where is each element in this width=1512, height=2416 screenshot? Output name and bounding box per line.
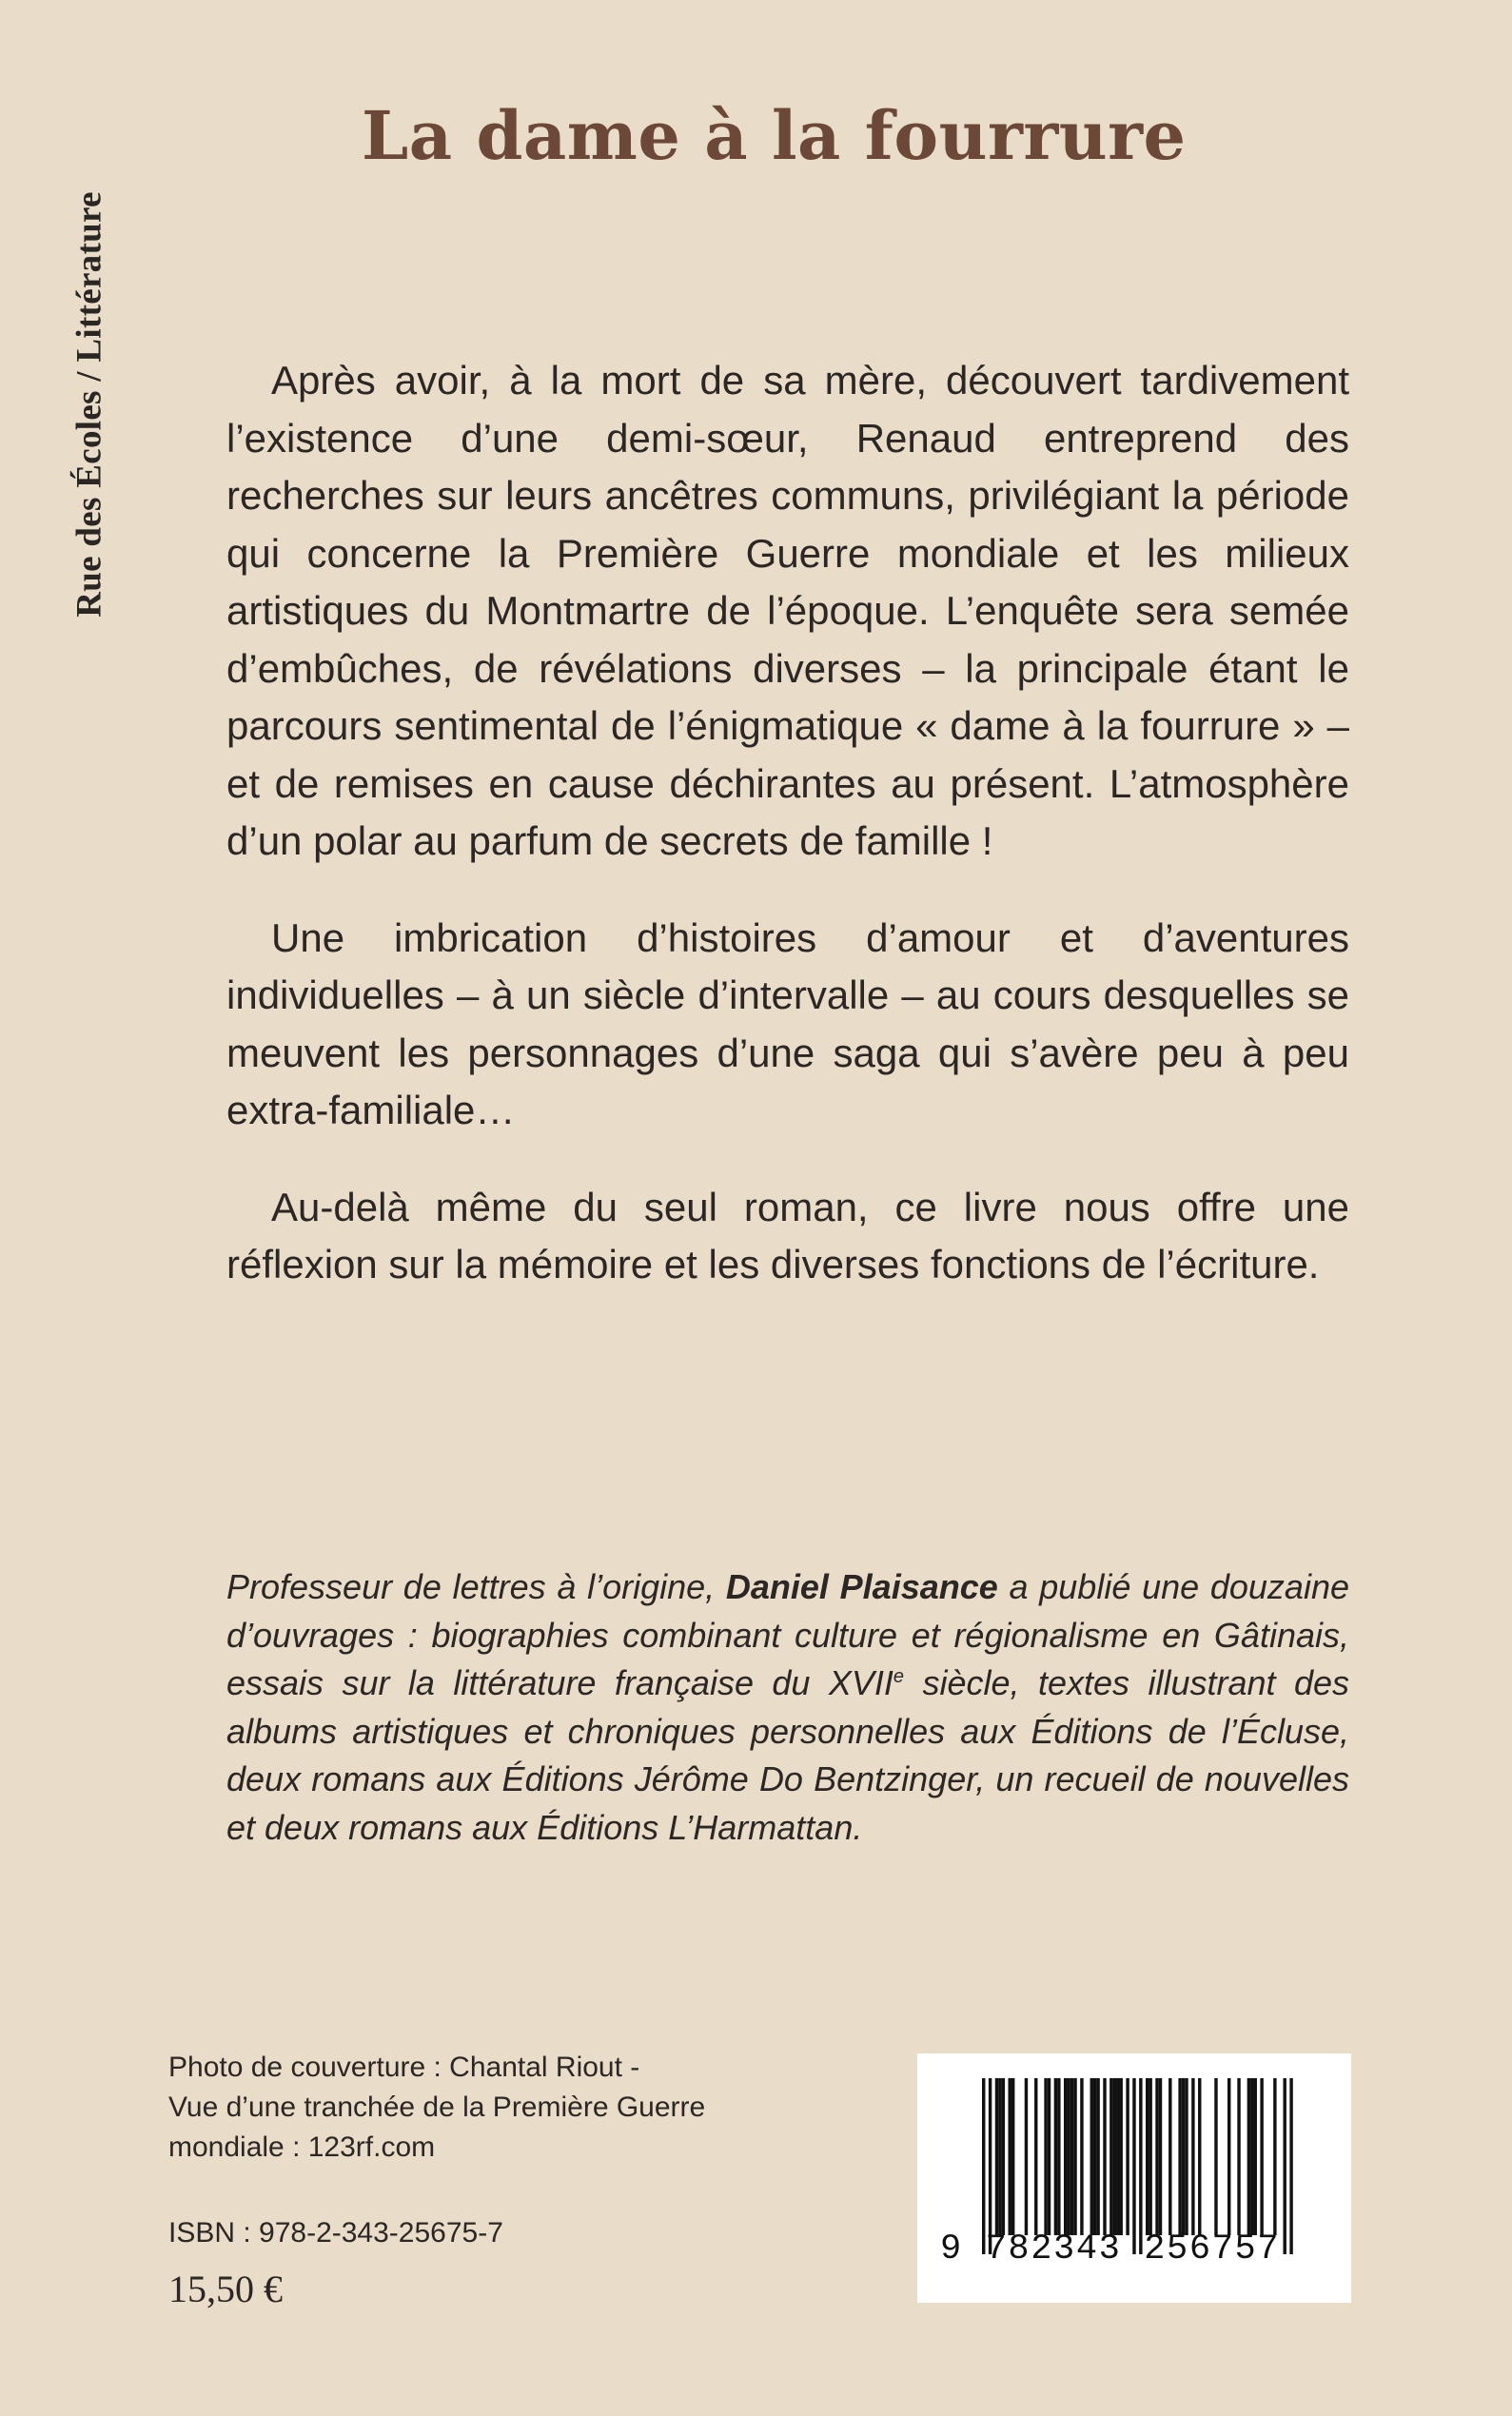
barcode-bar: [1073, 2078, 1076, 2235]
barcode-guard-bar: [1132, 2078, 1135, 2254]
barcode-bar: [1191, 2078, 1194, 2235]
barcode-bar: [1009, 2078, 1011, 2235]
isbn: ISBN : 978-2-343-25675-7: [168, 2217, 503, 2249]
barcode-guard-bar: [1289, 2078, 1292, 2254]
barcode-bar: [1119, 2078, 1122, 2235]
spine-series-text: Rue des Écoles / Littérature: [69, 191, 109, 618]
barcode-bar: [1126, 2078, 1129, 2235]
barcode: [917, 2053, 1351, 2303]
barcode-bar: [1044, 2078, 1047, 2235]
barcode-bar: [1103, 2078, 1106, 2235]
photo-credit: [168, 2048, 796, 2168]
barcode-bar: [1260, 2078, 1263, 2235]
barcode-digits: 9 782343 256757: [940, 2229, 1281, 2269]
photo-credit-line-1: Photo de couverture : Chantal Riout -: [168, 2052, 640, 2083]
barcode-bar: [1159, 2078, 1162, 2235]
barcode-bar: [1155, 2078, 1158, 2235]
blurb-paragraph-1: Après avoir, à la mort de sa mère, découvert tardivement l’existence d’une demi-sœur, Renaud entreprend des recherches sur leurs ancêtres communs, privilégiant la période qui concerne la Première Guerre mondiale et les milieux artistiques du Montmartre de l’époque. L’enquête sera semée d’embûches, de révélations diverses – la principale étant le parcours sentimental de l’énigmatique « dame à la fourrure » – et de remises en cause déchirantes au présent. L’atmosphère d’un polar au parfum de secrets de famille !: [226, 358, 1349, 863]
barcode-bar: [1093, 2078, 1096, 2235]
barcode-bar: [1116, 2078, 1119, 2235]
blurb: [226, 352, 1349, 1333]
barcode-bar: [1090, 2078, 1093, 2235]
barcode-bar: [1182, 2078, 1185, 2235]
bio-text-part-1: a publié une douzaine d’ouvrages : biographies combinant culture et régionalisme en Gâtinais, essais sur la littérature française du XVII: [226, 1567, 1349, 1702]
barcode-bar: [1273, 2078, 1276, 2235]
barcode-bar: [1054, 2078, 1057, 2235]
barcode-guard-bar: [989, 2078, 992, 2254]
bio-text-part-2: siècle, textes illustrant des albums artistiques et chroniques personnelles aux Éditions de l’Écluse, deux romans aux Éditions Jérôme Do Bentzinger, un recueil de nouvelles et deux romans aux Éditions L’Harmattan.: [226, 1663, 1349, 1847]
author-bio: [226, 1563, 1349, 1852]
century-superscript: e: [893, 1666, 905, 1687]
blurb-paragraph-2: Une imbrication d’histoires d’amour et d’aventures individuelles – à un siècle d’intervalle – au cours desquelles se meuvent les personnages d’une saga qui s’avère peu à peu extra-familiale…: [226, 914, 1349, 1132]
barcode-guard-bar: [982, 2078, 985, 2254]
barcode-bar: [1185, 2078, 1188, 2235]
barcode-bar: [1198, 2078, 1201, 2235]
barcode-bar: [1247, 2078, 1250, 2235]
barcode-bar: [1011, 2078, 1014, 2235]
book-title: La dame à la fourrure: [362, 96, 1187, 175]
barcode-bar: [1168, 2078, 1171, 2235]
barcode-bar: [1034, 2078, 1037, 2235]
barcode-bar: [1067, 2078, 1070, 2235]
barcode-bar: [1113, 2078, 1116, 2235]
barcode-bar: [1237, 2078, 1240, 2235]
barcode-bar: [1080, 2078, 1083, 2235]
barcode-bar: [1214, 2078, 1217, 2235]
barcode-guard-bar: [1283, 2078, 1286, 2254]
barcode-bar: [1048, 2078, 1051, 2235]
bio-intro: Professeur de lettres à l’origine,: [226, 1567, 726, 1606]
blurb-paragraph-3: Au-delà même du seul roman, ce livre nous offre une réflexion sur la mémoire et les diverses fonctions de l’écriture.: [226, 1184, 1349, 1287]
photo-credit-line-2: Vue d’une tranchée de la Première Guerre: [168, 2092, 706, 2123]
barcode-bar: [1250, 2078, 1253, 2235]
barcode-bar: [1064, 2078, 1067, 2235]
barcode-bar: [1109, 2078, 1112, 2235]
barcode-bar: [1002, 2078, 1005, 2235]
barcode-guard-bar: [1139, 2078, 1142, 2254]
barcode-bar: [1070, 2078, 1073, 2235]
barcode-bar: [1149, 2078, 1151, 2235]
barcode-bar: [1254, 2078, 1257, 2235]
barcode-bar: [995, 2078, 998, 2235]
barcode-bar: [1025, 2078, 1028, 2235]
barcode-bar: [998, 2078, 1001, 2235]
photo-credit-line-3: mondiale : 123rf.com: [168, 2131, 436, 2163]
author-name: Daniel Plaisance: [725, 1567, 998, 1606]
barcode-bar: [1096, 2078, 1099, 2235]
barcode-bar: [1178, 2078, 1181, 2235]
barcode-bar: [1146, 2078, 1149, 2235]
barcode-bar: [1057, 2078, 1060, 2235]
spine-label: [62, 112, 117, 697]
price: 15,50 €: [168, 2268, 283, 2310]
barcode-bar: [1227, 2078, 1230, 2235]
